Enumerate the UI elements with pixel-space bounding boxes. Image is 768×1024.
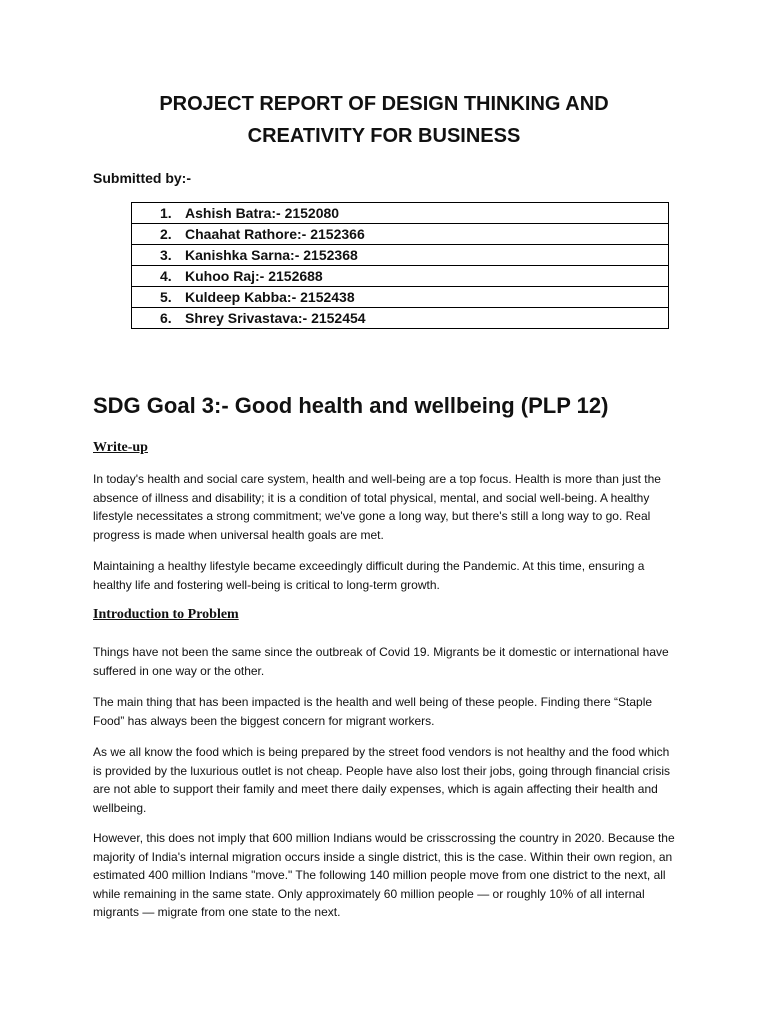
member-name: Kanishka Sarna:- 2152368 [185,247,358,263]
writeup-paragraph-2: Maintaining a healthy lifestyle became exceedingly difficult during the Pandemic. At this time, ensuring a healthy life and fostering well-being is critical to long-term growth. [93,559,645,592]
intro-paragraph-4: However, this does not imply that 600 million Indians would be crisscrossing the country in 2020. Because the majority of India's internal migration occurs inside a single district, this is the case. Within their own region, an estimated 400 million Indians "move." The following 140 million people move from one district to the next, all while remaining in the same state. Only approximately 60 million people — or roughly 10% of all internal migrants — migrate from one state to the next. [93,831,675,919]
member-row [132,308,669,329]
title-line-1: PROJECT REPORT OF DESIGN THINKING AND [159,93,609,115]
member-row [132,224,669,245]
member-number: 3. [160,247,172,263]
member-number: 2. [160,226,172,242]
member-number: 5. [160,289,172,305]
members-table [131,202,669,329]
intro-paragraph-1: Things have not been the same since the outbreak of Covid 19. Migrants be it domestic or international have suffered in one way or the other. [93,645,669,678]
member-row [132,287,669,308]
writeup-paragraph-1: In today's health and social care system, health and well-being are a top focus. Health is more than just the absence of illness and disability; it is a condition of total physical, mental, and social well-being. A healthy lifestyle necessitates a strong commitment; we've gone a long way, but there's still a long way to go. Real progress is made when universal health goals are met. [93,472,661,542]
intro-heading: Introduction to Problem [93,607,239,622]
member-name: Ashish Batra:- 2152080 [185,205,340,221]
member-row [132,245,669,266]
member-name: Kuhoo Raj:- 2152688 [185,268,323,284]
member-number: 1. [160,205,172,221]
intro-paragraph-2: The main thing that has been impacted is the health and well being of these people. Finding there “Staple Food” has always been the biggest concern for migrant workers. [93,695,653,728]
document-title [60,88,708,152]
member-name: Chaahat Rathore:- 2152366 [185,226,365,242]
member-number: 6. [160,310,172,326]
title-line-2: CREATIVITY FOR BUSINESS [247,125,521,147]
intro-paragraph-3: As we all know the food which is being prepared by the street food vendors is not healthy and the food which is provided by the luxurious outlet is not cheap. People have also lost their jobs, going through financial crisis are not able to support their family and meet there daily expenses, which is again affecting their health and wellbeing. [93,745,671,815]
submitted-by-label: Submitted by:- [93,170,191,186]
member-row [132,203,669,224]
member-name: Shrey Srivastava:- 2152454 [185,310,366,326]
writeup-heading: Write-up [93,440,148,455]
member-name: Kuldeep Kabba:- 2152438 [185,289,355,305]
member-row [132,266,669,287]
member-number: 4. [160,268,172,284]
sdg-heading: SDG Goal 3:- Good health and wellbeing (PLP 12) [93,393,609,418]
